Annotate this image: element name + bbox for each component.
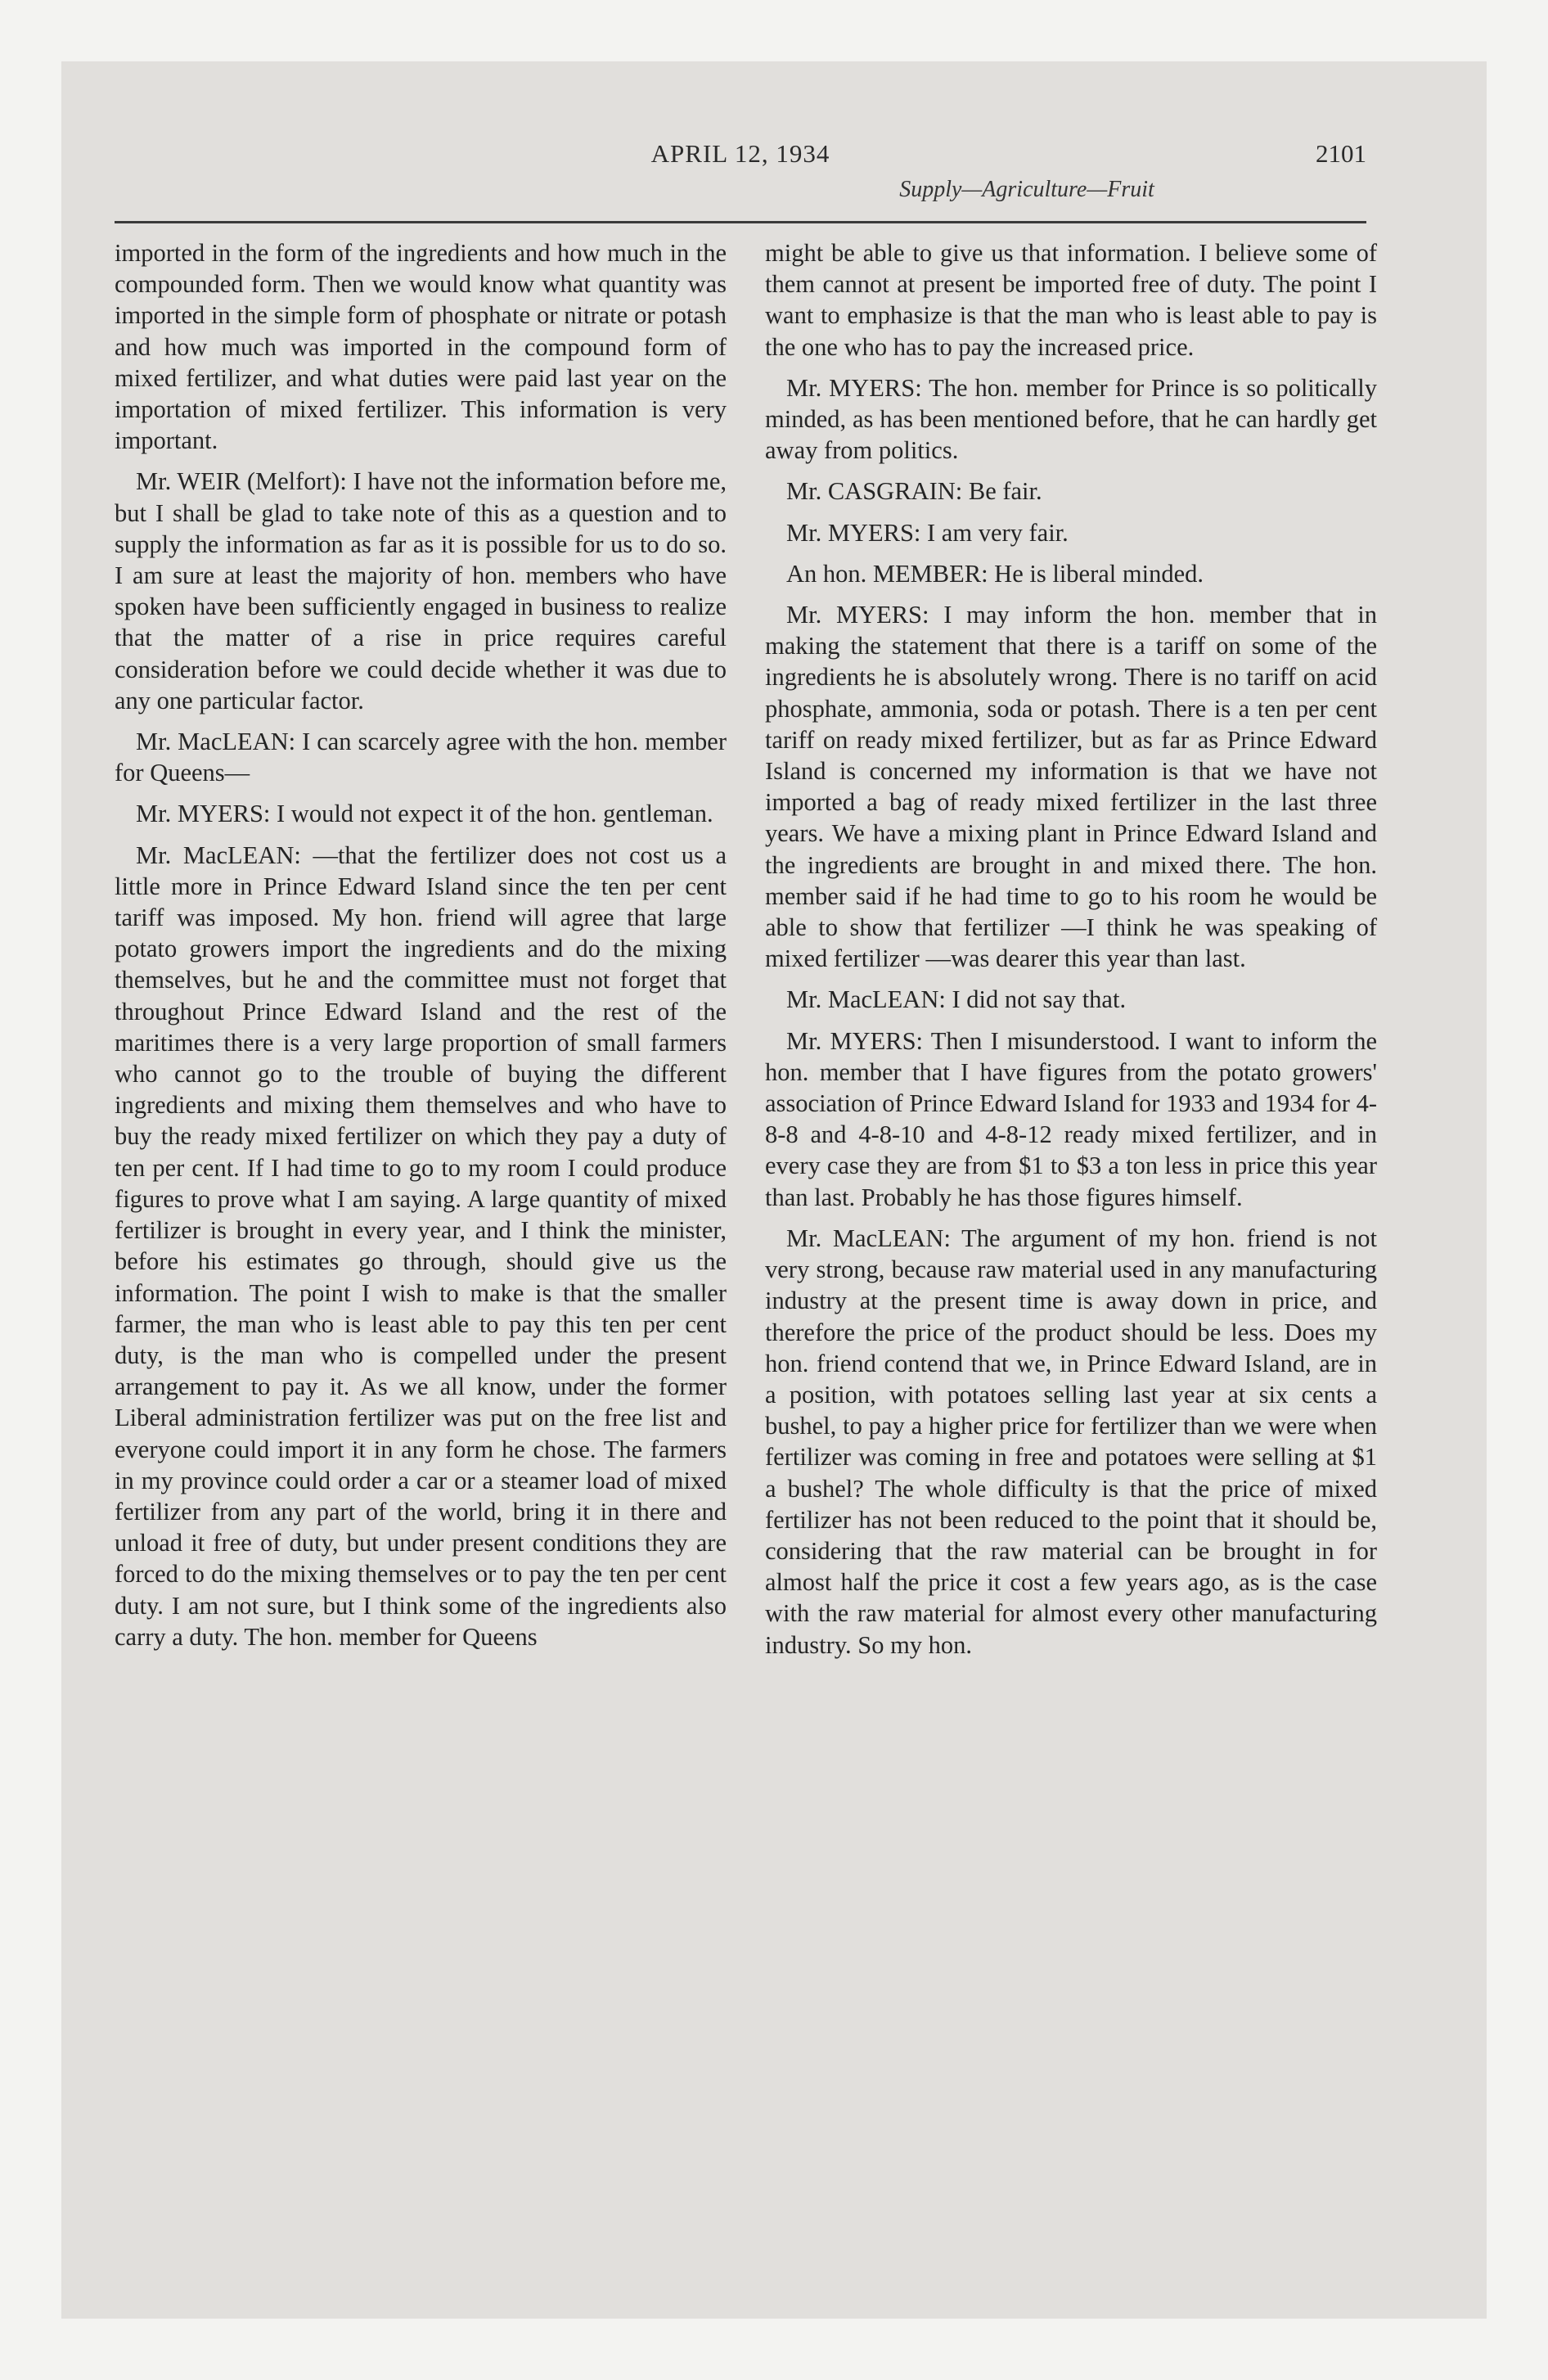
page-header xyxy=(115,131,1366,221)
paragraph: Mr. CASGRAIN: Be fair. xyxy=(786,477,1042,506)
paragraph: imported in the form of the ingredients and how much in the compounded form. Then we would know what quantity was imported in the simple form of phosphate or nitrate or potash and how much was imported in the compound form of mixed fertilizer, and what duties were paid last year on the importation of mixed fertilizer. This information is very important. xyxy=(115,239,727,455)
paragraph: Mr. MYERS: I would not expect it of the hon. gentleman. xyxy=(136,800,713,828)
header-rule xyxy=(115,221,1366,223)
paragraph: might be able to give us that information. I believe some of them cannot at present be imported free of duty. The point I want to emphasize is that the man who is least able to pay is the one who has to pay the increased price. xyxy=(765,239,1377,361)
paragraph: An hon. MEMBER: He is liberal minded. xyxy=(786,559,1204,588)
paragraph: Mr. MYERS: Then I misunderstood. I want to inform the hon. member that I have figures from the potato growers' association of Prince Edward Island for 1933 and 1934 for 4-8-8 and 4-8-10 and 4-8-12 ready mixed fertilizer, and in every case they are from $1 to $3 a ton less in price this year than last. Probably he has those figures himself. xyxy=(765,1026,1377,1211)
page-number: 2101 xyxy=(1316,139,1366,168)
page-date: APRIL 12, 1934 xyxy=(650,139,830,168)
left-column xyxy=(115,237,727,1662)
page-subject: Supply—Agriculture—Fruit xyxy=(899,177,1154,202)
paragraph: Mr. MacLEAN: I did not say that. xyxy=(786,985,1127,1014)
paragraph: Mr. MacLEAN: —that the fertilizer does not cost us a little more in Prince Edward Island since the ten per cent tariff was imposed. My hon. friend will agree that large potato growers import the ingredients and do the mixing themselves, but he and the committee must not forget that throughout Prince Edward Island and the rest of the maritimes there is a very large proportion of small farmers who cannot go to the trouble of buying the different ingredients and mixing them themselves and who have to buy the ready mixed fertilizer on which they pay a duty of ten per cent. If I had time to go to my room I could produce figures to prove what I am saying. A large quantity of mixed fertilizer is brought in every year, and I think the minister, before his estimates go through, should give us the information. The point I wish to make is that the smaller farmer, the man who is least able to pay this ten per cent duty, is the man who is compelled under the present arrangement to pay it. As we all know, under the former Liberal administration fertilizer was put on the free list and everyone could import it in any form he chose. The farmers in my province could order a car or a steamer load of mixed fertilizer from any part of the world, bring it in there and unload it free of duty, but under present conditions they are forced to do the mixing themselves or to pay the ten per cent duty. I am not sure, but I think some of the ingredients also carry a duty. The hon. member for Queens xyxy=(115,841,727,1651)
paragraph: Mr. MacLEAN: I can scarcely agree with the hon. member for Queens— xyxy=(115,728,727,787)
paragraph: Mr. MYERS: I am very fair. xyxy=(786,518,1069,547)
paragraph: Mr. MYERS: I may inform the hon. member that in making the statement that there is a tariff on some of the ingredients he is absolutely wrong. There is no tariff on acid phosphate, ammonia, soda or potash. There is a ten per cent tariff on ready mixed fertilizer, but as far as Prince Edward Island is concerned my information is that we have not imported a bag of ready mixed fertilizer in the last three years. We have a mixing plant in Prince Edward Island and the ingredients are brought in and mixed there. The hon. member said if he had time to go to his room he would be able to show that fertilizer —I think he was speaking of mixed fertilizer —was dearer this year than last. xyxy=(765,601,1377,973)
right-column xyxy=(765,237,1377,1670)
paragraph: Mr. MYERS: The hon. member for Prince is so politically minded, as has been mentioned before, that he can hardly get away from politics. xyxy=(765,373,1377,465)
paragraph: Mr. WEIR (Melfort): I have not the information before me, but I shall be glad to take note of this as a question and to supply the information as far as it is possible for us to do so. I am sure at least the majority of hon. members who have spoken have been sufficiently engaged in business to realize that the matter of a rise in price requires careful consideration before we could decide whether it was due to any one particular factor. xyxy=(115,467,727,714)
paragraph: Mr. MacLEAN: The argument of my hon. friend is not very strong, because raw material used in any manufacturing industry at the present time is away down in price, and therefore the price of the product should be less. Does my hon. friend contend that we, in Prince Edward Island, are in a position, with potatoes selling last year at six cents a bushel, to pay a higher price for fertilizer than we were when fertilizer was coming in free and potatoes were selling at $1 a bushel? The whole difficulty is that the price of mixed fertilizer has not been reduced to the point that it should be, considering that the raw material can be brought in for almost half the price it cost a few years ago, as is the case with the raw material for almost every other manufacturing industry. So my hon. xyxy=(765,1224,1377,1659)
